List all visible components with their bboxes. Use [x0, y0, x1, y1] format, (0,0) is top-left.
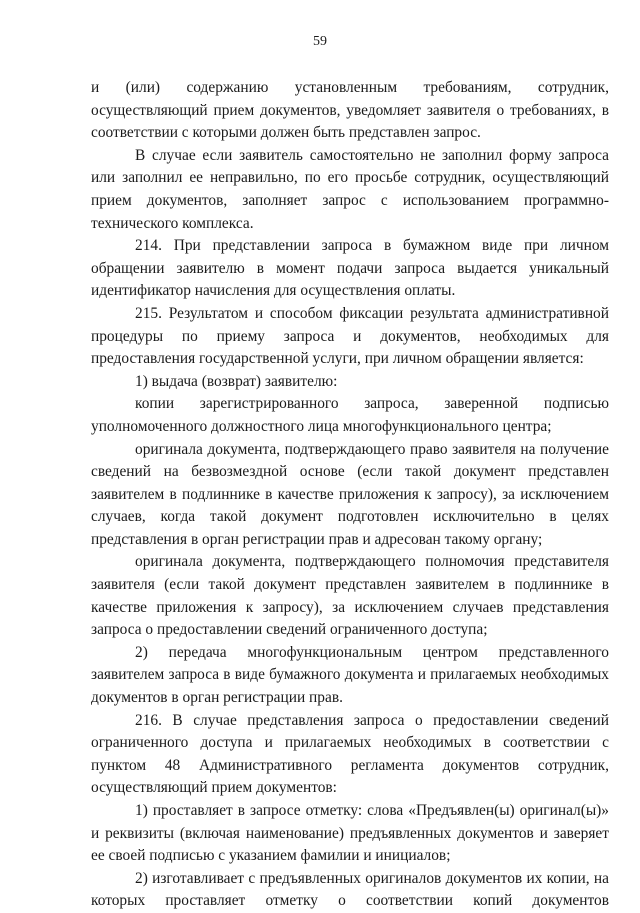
- list-item-2-copies: 2) изготавливает с предъявленных оригиналов документов их копии, на которых проставляет отметку о соответствии копий документов: [91, 869, 609, 910]
- list-item-2-transfer: 2) передача многофункциональным центром представленного заявителем запроса в виде бумажного документа и прилагаемых необходимых документов в орган регистрации прав.: [91, 643, 609, 707]
- sub-item-original-authority: оригинала документа, подтверждающего полномочия представителя заявителя (если такой документ представлен заявителем в подлиннике в качестве приложения к запросу), за исключением случаев представления запроса о предоставлении сведений ограниченного доступа;: [91, 553, 609, 639]
- sub-item-original-right: оригинала документа, подтверждающего право заявителя на получение сведений на безвозмездной основе (если такой документ представлен заявителем в подлиннике в качестве приложения к запросу), за исключением случаев, когда такой документ подготовлен исключительно в целях представления в орган регистрации прав и адресован такому органу;: [91, 440, 609, 548]
- paragraph-216: 216. В случае представления запроса о предоставлении сведений ограниченного доступа и прилагаемых необходимых в соответствии с пунктом 48 Административного регламента документов сотрудник, осуществляющий прием документов:: [91, 711, 609, 797]
- paragraph-1: и (или) содержанию установленным требованиям, сотрудник, осуществляющий прием документов, уведомляет заявителя о требованиях, в соответствии с которыми должен быть представлен запрос.: [91, 79, 609, 142]
- paragraph-214: 214. При представлении запроса в бумажном виде при личном обращении заявителю в момент подачи запроса выдается уникальный идентификатор начисления для осуществления оплаты.: [91, 237, 609, 300]
- paragraph-2: В случае если заявитель самостоятельно не заполнил форму запроса или заполнил ее неправильно, по его просьбе сотрудник, осуществляющий прием документов, заполняет запрос с использованием программно-технического комплекса.: [91, 146, 609, 232]
- document-body: [91, 77, 609, 913]
- list-item-1-issue: 1) выдача (возврат) заявителю:: [135, 372, 338, 390]
- sub-item-copy: копии зарегистрированного запроса, заверенной подписью уполномоченного должностного лица многофункционального центра;: [91, 395, 609, 435]
- paragraph-215: 215. Результатом и способом фиксации результата административной процедуры по приему запроса и документов, необходимых для предоставления государственной услуги, при личном обращении является:: [91, 304, 609, 368]
- list-item-1-mark: 1) проставляет в запросе отметку: слова «Предъявлен(ы) оригинал(ы)» и реквизиты (включая наименование) предъявленных документов и заверяет ее своей подписью с указанием фамилии и инициалов;: [91, 802, 609, 865]
- page-number: 59: [313, 34, 327, 49]
